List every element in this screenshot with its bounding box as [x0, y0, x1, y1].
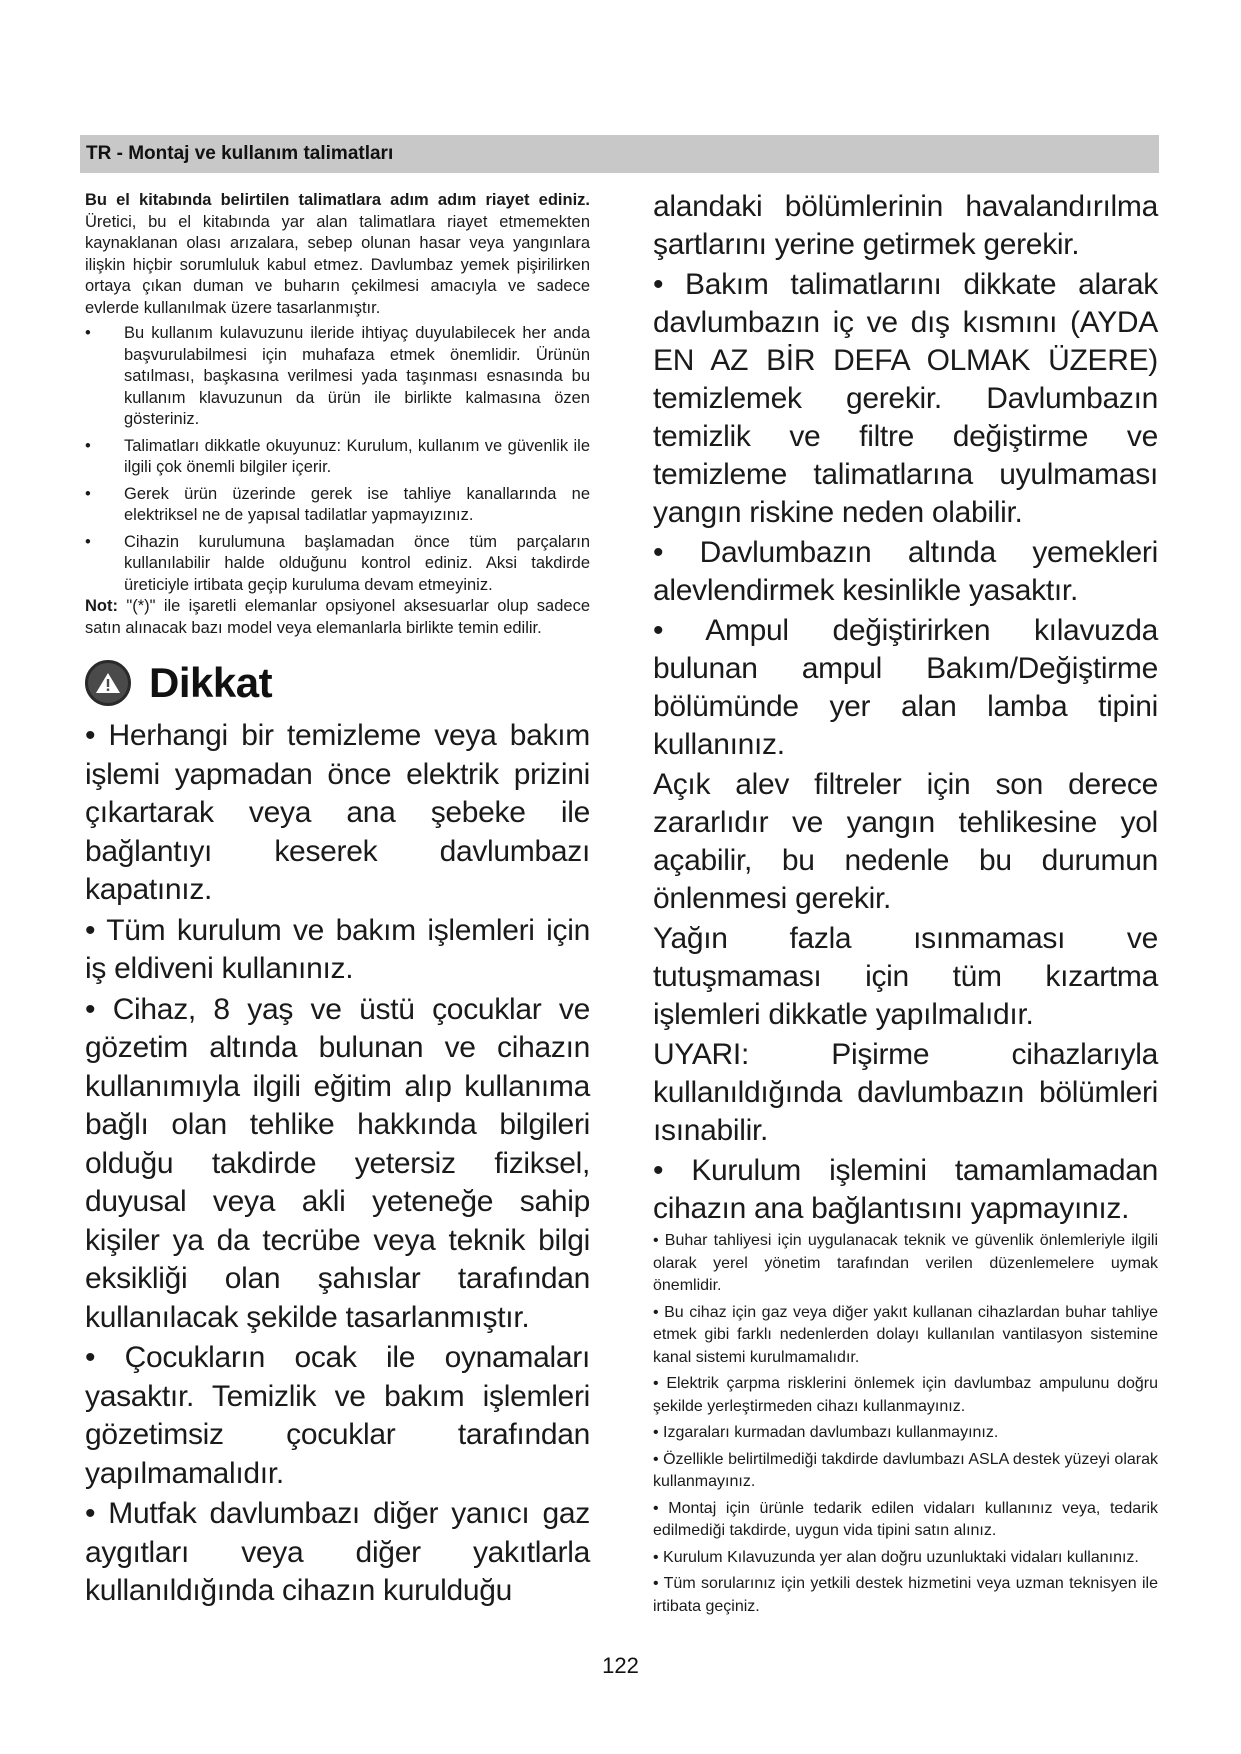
warning-triangle-icon [85, 660, 131, 706]
warning-paragraph: alandaki bölümlerinin havalandırılma şartlarını yerine getirmek gerekir. [653, 190, 1158, 261]
warning-paragraph: • Ampul değiştirirken kılavuzda bulunan ampul Bakım/Değiştirme bölümünde yer alan lamba tipini kullanınız. [653, 614, 1158, 761]
warning-paragraph: • Herhangi bir temizleme veya bakım işlemi yapmadan önce elektrik prizini çıkartarak veya ana şebeke ile bağlantıyı keserek davlumbazı kapatınız. [85, 719, 590, 906]
left-column [85, 190, 590, 1613]
right-warning-list [653, 188, 1158, 1228]
section-header [80, 135, 1159, 173]
note-item: • Bu cihaz için gaz veya diğer yakıt kullanan cihazlardan buhar tahliye etmek gibi farklı nedenlerden dolayı kullanılan vantilasyon sistemine kanal sistemi kurulmamalıdır. [653, 1303, 1158, 1366]
list-item-text: Bu kullanım kulavuzunu ileride ihtiyaç duyulabilecek her anda başvurulabilmesi için muhafaza etmek önemlidir. Ürünün satılması, başkasına verilmesi yada taşınması esnasında bu kullanım klavuzunun da ürün ile birlikte kalmasına özen gösteriniz. [124, 324, 590, 428]
bullet-icon: • [85, 532, 91, 551]
intro-bold-text: Bu el kitabında belirtilen talimatlara adım adım riayet ediniz. [85, 191, 590, 209]
warning-title: Dikkat [149, 659, 273, 706]
bullet-icon: • [85, 324, 91, 342]
warning-paragraph: UYARI: Pişirme cihazlarıyla kullanıldığında davlumbazın bölümleri ısınabilir. [653, 1038, 1158, 1147]
warning-paragraph: • Kurulum işlemini tamamlamadan cihazın ana bağlantısını yapmayınız. [653, 1154, 1158, 1225]
warning-paragraph: • Cihaz, 8 yaş ve üstü çocuklar ve gözetim altında bulunan ve cihazın kullanımıyla ilgili eğitim alıp kullanıma bağlı olan tehlike hakkında bilgileri olduğu takdirde yetersiz fiziksel, duyusal veya akli yeteneğe sahip kişiler ya da tecrübe veya teknik bilgi eksikliği olan şahıslar tarafından kullanılacak şekilde tasarlanmıştır. [85, 992, 590, 1334]
note-text: "(*)" ile işaretli elemanlar opsiyonel aksesuarlar olup sadece satın alınacak bazı model veya elemanlarla birlikte temin edilir. [85, 597, 590, 637]
note-item: • Özellikle belirtilmediği takdirde davlumbazı ASLA destek yüzeyi olarak kullanmayınız. [653, 1450, 1158, 1490]
note-paragraph [85, 596, 590, 639]
warning-list [85, 717, 590, 1611]
list-item-text: Cihazin kurulumuna başlamadan önce tüm parçaların kullanılabilir halde olduğunu kontrol ediniz. Aksi takdirde üreticiyle irtibata geçip kuruluma devam etmeyiniz. [124, 532, 590, 594]
intro-text: Üretici, bu el kitabında yar alan talimatlara riayet etmemekten kaynaklanan olası arızalara, sebep olunan hasar veya yangınlara ilişkin hiçbir sorumluluk kabul etmez. Davlumbaz yemek pişirilirken ortaya çıkan duman ve buharın çekilmesi amacıyla ve sadece evlerde kullanılmak üzere tasarlanmıştır. [85, 212, 590, 317]
list-item [85, 436, 590, 479]
warning-heading [85, 659, 590, 707]
warning-paragraph: • Mutfak davlumbazı diğer yanıcı gaz aygıtları veya diğer yakıtlarla kullanıldığında cihazın kurulduğu [85, 1497, 590, 1607]
bullet-icon: • [85, 484, 91, 503]
bullet-icon: • [85, 436, 91, 455]
warning-paragraph: • Davlumbazın altında yemekleri alevlendirmek kesinlikle yasaktır. [653, 536, 1158, 607]
warning-paragraph: • Çocukların ocak ile oynamaları yasaktır. Temizlik ve bakım işlemleri gözetimsiz çocuklar tarafından yapılmamalıdır. [85, 1341, 590, 1490]
warning-paragraph: Yağın fazla ısınmaması ve tutuşmaması için tüm kızartma işlemleri dikkatle yapılmalıdır. [653, 922, 1158, 1031]
section-title: TR - Montaj ve kullanım talimatları [86, 143, 394, 164]
warning-paragraph: • Bakım talimatlarını dikkate alarak davlumbazın iç ve dış kısmını (AYDA EN AZ BİR DEFA OLMAK ÜZERE) temizlemek gerekir. Davlumbazın temizlik ve filtre değiştirme ve temizleme talimatlarına uyulmaması yangın riskine neden olabilir. [653, 268, 1158, 529]
note-item: • Elektrik çarpma risklerini önlemek için davlumbaz ampulunu doğru şekilde yerleştirmeden cihazı kullanmayınız. [653, 1375, 1158, 1415]
note-item: • Montaj için ürünle tedarik edilen vidaları kullanınız veya, tedarik edilmediği takdirde, uygun vida tipini satın alınız. [653, 1499, 1158, 1539]
intro-section [85, 190, 590, 639]
note-item: • Izgaraları kurmadan davlumbazı kullanmayınız. [653, 1424, 999, 1441]
intro-paragraph [85, 190, 590, 319]
list-item [85, 484, 590, 527]
right-column [653, 188, 1158, 1622]
list-item [85, 532, 590, 597]
page-number: 122 [602, 1653, 639, 1678]
list-item-text: Gerek ürün üzerinde gerek ise tahliye kanallarında ne elektriksel ne de yapısal tadilatlar yapmayızınız. [124, 484, 590, 524]
list-item-text: Talimatları dikkatle okuyunuz: Kurulum, kullanım ve güvenlik ile ilgili çok önemli bilgiler içerir. [124, 436, 590, 476]
note-item: • Buhar tahliyesi için uygulanacak teknik ve güvenlik önlemleriyle ilgili olarak yerel yönetim tarafından verilen düzenlemelere uymak önemlidir. [653, 1232, 1158, 1294]
note-item: • Tüm sorularınız için yetkili destek hizmetini veya uzman teknisyen ile irtibata geçiniz. [653, 1575, 1158, 1615]
list-item [85, 323, 590, 431]
right-notes-list [653, 1230, 1158, 1618]
note-label: Not: [85, 597, 118, 615]
warning-paragraph: • Tüm kurulum ve bakım işlemleri için iş eldiveni kullanınız. [85, 913, 590, 985]
note-item: • Kurulum Kılavuzunda yer alan doğru uzunluktaki vidaları kullanınız. [653, 1548, 1139, 1566]
warning-paragraph: Açık alev filtreler için son derece zararlıdır ve yangın tehlikesine yol açabilir, bu nedenle bu durumun önlenmesi gerekir. [653, 768, 1158, 915]
